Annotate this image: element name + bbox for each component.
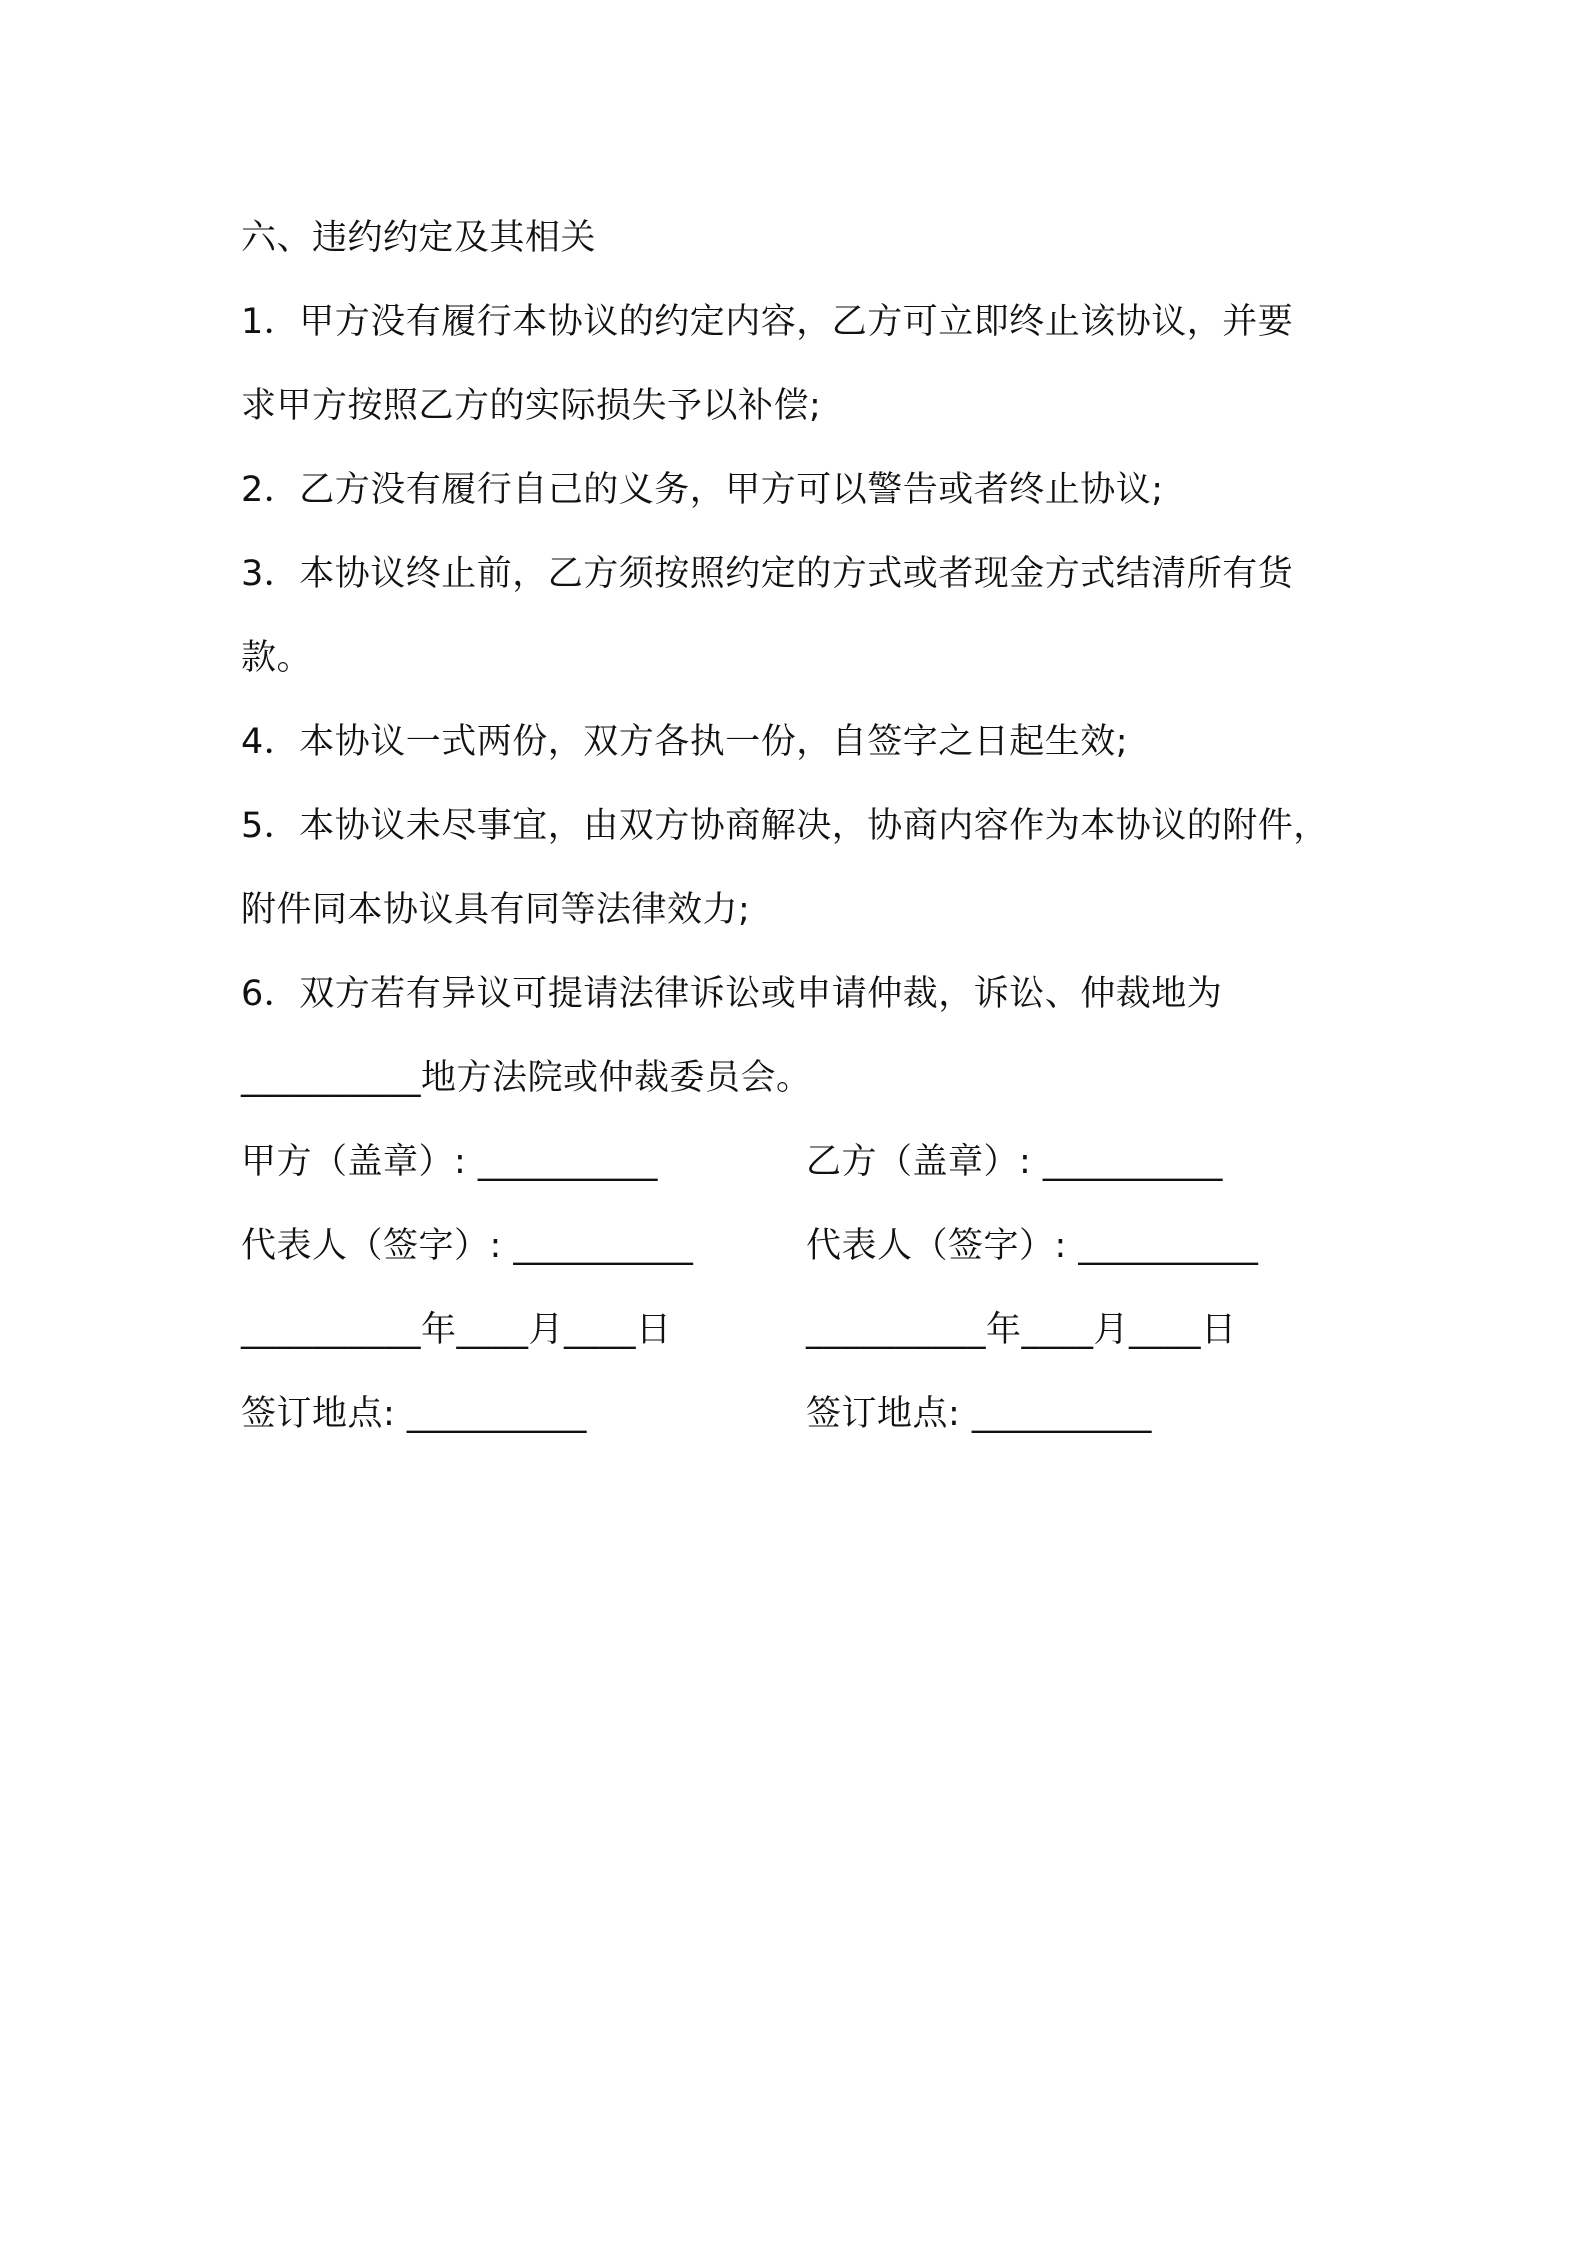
clause-2	[241, 448, 1391, 532]
clause-line: 6．双方若有异议可提请法律诉讼或申请仲裁，诉讼、仲裁地为	[241, 974, 1223, 1014]
clause-line: 附件同本协议具有同等法律效力;	[241, 890, 751, 930]
section-title: 六、违约约定及其相关	[241, 218, 597, 258]
clause-line: 2．乙方没有履行自己的义务，甲方可以警告或者终止协议;	[241, 470, 1164, 510]
signature-row-place	[241, 1372, 1391, 1456]
party-a-representative: 代表人（签字）: __________	[241, 1226, 694, 1266]
signature-row-seal	[241, 1120, 1391, 1204]
clause-line: __________地方法院或仲裁委员会。	[241, 1058, 812, 1098]
clause-line: 5．本协议未尽事宜，由双方协商解决，协商内容作为本协议的附件，	[241, 806, 1329, 846]
clause-6	[241, 952, 1391, 1120]
document-body	[241, 196, 1391, 1456]
party-b-place: 签订地点: __________	[806, 1394, 1152, 1434]
clause-3	[241, 532, 1391, 700]
signature-row-date	[241, 1288, 1391, 1372]
signature-block	[241, 1120, 1391, 1456]
clause-1	[241, 280, 1391, 448]
clause-line: 4．本协议一式两份，双方各执一份，自签字之日起生效;	[241, 722, 1129, 762]
party-a-place: 签订地点: __________	[241, 1394, 587, 1434]
clause-5	[241, 784, 1391, 952]
clause-line: 款。	[241, 638, 313, 678]
clause-line: 3．本协议终止前，乙方须按照约定的方式或者现金方式结清所有货	[241, 554, 1294, 594]
party-b-date: __________年____月____日	[806, 1310, 1237, 1350]
clause-line: 求甲方按照乙方的实际损失予以补偿;	[241, 386, 822, 426]
signature-row-representative	[241, 1204, 1391, 1288]
party-a-seal: 甲方（盖章）: __________	[241, 1142, 658, 1182]
party-b-seal: 乙方（盖章）: __________	[806, 1142, 1223, 1182]
party-b-representative: 代表人（签字）: __________	[806, 1226, 1259, 1266]
party-a-date: __________年____月____日	[241, 1310, 672, 1350]
clause-4	[241, 700, 1391, 784]
clause-line: 1．甲方没有履行本协议的约定内容，乙方可立即终止该协议，并要	[241, 302, 1294, 342]
